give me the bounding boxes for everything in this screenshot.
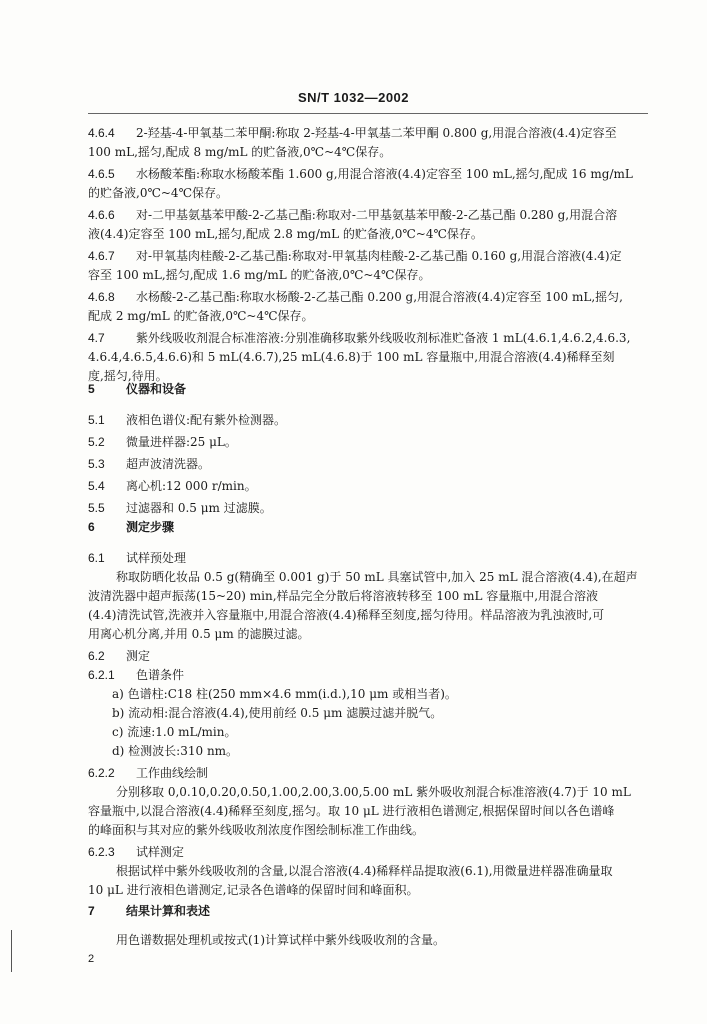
chromatography-column: a) 色谱柱:C18 柱(250 mm×4.6 mm(i.d.),10 μm 或相当者)。: [112, 687, 457, 701]
flow-rate: c) 流速:1.0 mL/min。: [112, 725, 237, 739]
section-5: [88, 380, 648, 518]
section-7: 7 结果计算和表述 用色谱数据处理机或按式(1)计算试样中紫外线吸收剂的含量。: [88, 902, 648, 950]
clause-6-2-2-title: 6.2.2 工作曲线绘制: [88, 766, 209, 780]
clause-4-6-6: 4.6.6 对-二甲基氨基苯甲酸-2-乙基己酯:称取对-二甲基氨基苯甲酸-2-乙基己酯 0.280 g,用混合溶: [88, 208, 618, 222]
section-6-heading: 6 测定步骤: [88, 520, 175, 534]
section-5-heading: 5 仪器和设备: [88, 382, 187, 396]
clause-6-1-title: 6.1 试样预处理: [88, 551, 187, 565]
clause-6-2-title: 6.2 测定: [88, 649, 151, 663]
clause-5-5: 5.5 过滤器和 0.5 μm 过滤膜。: [88, 501, 272, 515]
clause-6-2-3-title: 6.2.3 试样测定: [88, 845, 185, 859]
page-number: 2: [88, 953, 95, 965]
clause-4-7: 4.7 紫外线吸收剂混合标准溶液:分别准确移取紫外线吸收剂标准贮备液 1 mL(4.6.1,4.6.2,4.6.3,: [88, 331, 631, 345]
detection-wavelength: d) 检测波长:310 nm。: [112, 744, 239, 758]
clause-5-2: 5.2 微量进样器:25 μL。: [88, 435, 237, 449]
standard-code-header: SN/T 1032—2002: [297, 90, 410, 105]
clause-4-6-8: 4.6.8 水杨酸-2-乙基己酯:称取水杨酸-2-乙基己酯 0.200 g,用混合溶液(4.4)定容至 100 mL,摇匀,: [88, 290, 623, 304]
clause-4-6-4: 4.6.4 2-羟基-4-甲氧基二苯甲酮:称取 2-羟基-4-甲氧基二苯甲酮 0.800 g,用混合溶液(4.4)定容至: [88, 126, 617, 140]
section-6: 6 测定步骤 6.1 试样预处理 称取防晒化妆品 0.5 g(精确至 0.001 g)于 50 mL 具塞试管中,加入 25 mL 混合溶液(4.4),在超声 波清洗器中超声振荡(15~20) min,样品完全分散后将溶液转移至 100 mL 容量瓶中,用混合溶液 (4.4)清洗试管,洗液并入容量瓶中,用混合溶液(4.4)稀释至刻度,摇匀待用。样品溶液为乳浊液时,可 用离心机分离,并用 0.5 μm 的滤膜过滤。 6.2 测定 6.2.1 色谱条件 a) 色谱柱:C18 柱(250 mm×4.6 mm(i.d.),10 μm 或相当者)。 b) 流动相:混合溶液(4.4),使用前经 0.5 μm 滤膜过滤并脱气。 c) 流速:1.0 mL/min。 d) 检测波长:310 nm。 6.2.2 工作曲线绘制 分别移取 0,0.10,0.20,0.50,1.00,2.00,3.00,5.00 mL 紫外吸收剂混合标准溶液(4.7)于 10 mL 容量瓶中,以混合溶液(4.4)稀释至刻度,摇匀。取 10 μL 进行液相色谱测定,根据保留时间以各色谱峰 的峰面积与其对应的紫外线吸收剂浓度作图绘制标准工作曲线。 6.2.3 试样测定 根据试样中紫外线吸收剂的含量,以混合溶液(4.4)稀释样品提取液(6.1),用微量进样器准确量取 10 μL 进行液相色谱测定,记录各色谱峰的保留时间和峰面积。: [88, 518, 648, 900]
clause-5-1: 5.1 液相色谱仪:配有紫外检测器。: [88, 413, 287, 427]
clause-5-4: 5.4 离心机:12 000 r/min。: [88, 479, 257, 493]
clause-6-2-1-title: 6.2.1 色谱条件: [88, 668, 185, 682]
mobile-phase: b) 流动相:混合溶液(4.4),使用前经 0.5 μm 滤膜过滤并脱气。: [112, 706, 443, 720]
clause-4-6-5: 4.6.5 水杨酸苯酯:称取水杨酸苯酯 1.600 g,用混合溶液(4.4)定容至 100 mL,摇匀,配成 16 mg/mL: [88, 167, 633, 181]
header-rule: [88, 113, 648, 114]
clause-5-3: 5.3 超声波清洗器。: [88, 457, 211, 471]
margin-mark: [11, 930, 12, 972]
clause-4-6-7: 4.6.7 对-甲氧基肉桂酸-2-乙基己酯:称取对-甲氧基肉桂酸-2-乙基己酯 0.160 g,用混合溶液(4.4)定: [88, 249, 622, 263]
section-7-heading: 7 结果计算和表述: [88, 904, 211, 918]
section-4-6-continued: 4.6.4 2-羟基-4-甲氧基二苯甲酮:称取 2-羟基-4-甲氧基二苯甲酮 0.800 g,用混合溶液(4.4)定容至 100 mL,摇匀,配成 8 mg/mL 的贮备液,0℃~4℃保存。 4.6.5 水杨酸苯酯:称取水杨酸苯酯 1.600 g,用混合溶液(4.4)定容至 100 mL,摇匀,配成 16 mg/mL 的贮备液,0℃~4℃保存。 4.6.6 对-二甲基氨基苯甲酸-2-乙基己酯:称取对-二甲基氨基苯甲酸-2-乙基己酯 0.280 g,用混合溶 液(4.4)定容至 100 mL,摇匀,配成 2.8 mg/mL 的贮备液,0℃~4℃保存。 4.6.7 对-甲氧基肉桂酸-2-乙基己酯:称取对-甲氧基肉桂酸-2-乙基己酯 0.160 g,用混合溶液(4.4)定 容至 100 mL,摇匀,配成 1.6 mg/mL 的贮备液,0℃~4℃保存。 4.6.8 水杨酸-2-乙基己酯:称取水杨酸-2-乙基己酯 0.200 g,用混合溶液(4.4)定容至 100 mL,摇匀, 配成 2 mg/mL 的贮备液,0℃~4℃保存。 4.7 紫外线吸收剂混合标准溶液:分别准确移取紫外线吸收剂标准贮备液 1 mL(4.6.1,4.6.2,4.6.3, 4.6.4,4.6.5,4.6.6)和 5 mL(4.6.7),25 mL(4.6.8)于 100 mL 容量瓶中,用混合溶液(4.4)稀释至刻 度,摇匀,待用。: [88, 124, 648, 386]
